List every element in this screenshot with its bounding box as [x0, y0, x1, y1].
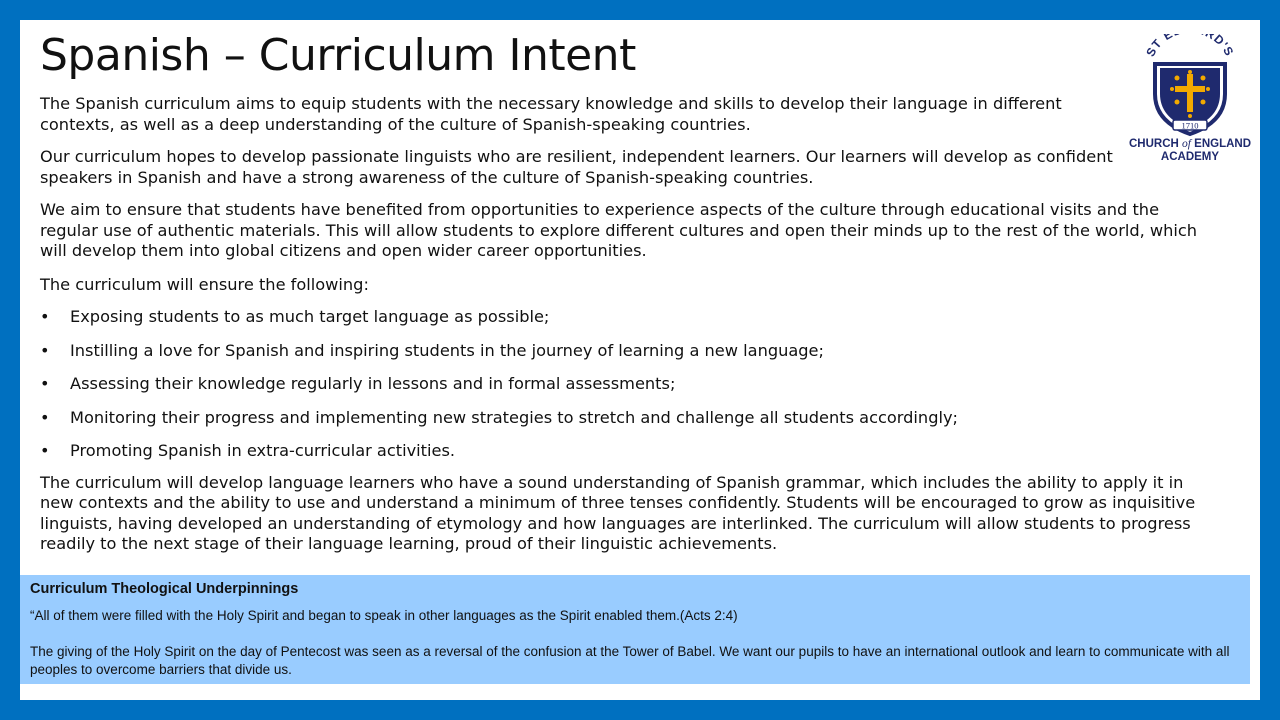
svg-text:ST EDWARD'S	[1143, 34, 1237, 59]
list-item-text: Instilling a love for Spanish and inspiring students in the journey of learning a new language;	[70, 340, 824, 360]
intro-paragraph: The Spanish curriculum aims to equip students with the necessary knowledge and skills to develop their language in different contexts, as well as a deep understanding of the culture of Spanish-speaking countries.	[40, 94, 1062, 134]
list-item-text: Exposing students to as much target language as possible;	[70, 307, 550, 326]
bullet-icon: •	[40, 407, 50, 427]
bullet-icon: •	[40, 307, 50, 326]
list-item	[40, 307, 1210, 341]
school-name-part: ENGLAND	[1190, 138, 1252, 150]
bullet-list	[40, 307, 1210, 475]
slide	[20, 20, 1260, 700]
bullet-icon: •	[40, 374, 50, 393]
linguists-paragraph: Our curriculum hopes to develop passionate linguists who are resilient, independent learners. Our learners will develop as confident speakers in Spanish and have a strong awareness of the culture of Spanish-speaking countries.	[40, 147, 1113, 187]
theology-text: The giving of the Holy Spirit on the day of Pentecost was seen as a reversal of the confusion at the Tower of Babel. We want our pupils to have an international outlook and learn to communicate with all peoples to overcome barriers that divide us.	[30, 644, 1230, 677]
list-item	[40, 341, 1210, 375]
list-item-text: Assessing their knowledge regularly in lessons and in formal assessments;	[70, 374, 676, 393]
page-title: Spanish – Curriculum Intent	[40, 30, 636, 81]
bullet-icon: •	[40, 340, 50, 360]
ensure-paragraph: The curriculum will ensure the following:	[40, 274, 369, 294]
list-item	[40, 441, 1210, 475]
theology-quote: “All of them were filled with the Holy Spirit and began to speak in other languages as the Spirit enabled them.(Acts 2:4)	[30, 608, 738, 623]
list-item-text: Promoting Spanish in extra-curricular activities.	[70, 441, 456, 460]
logo-arc-text: ST E RD'S	[1143, 34, 1237, 59]
school-name-part: CHURCH	[1128, 138, 1182, 150]
bullet-icon: •	[40, 441, 50, 460]
list-item-text: Monitoring their progress and implementing new strategies to stretch and challenge all students accordingly;	[70, 407, 958, 427]
list-item	[40, 374, 1210, 408]
school-name-of: of	[1182, 138, 1191, 150]
grammar-paragraph: The curriculum will develop language learners who have a sound understanding of Spanish grammar, which includes the ability to apply it in new contexts and the ability to use and understand a minimum of three tenses confidently. Students will be encouraged to grow as inquisitive linguists, having developed an understanding of etymology and how languages are interlinked. The curriculum will allow students to progress readily to the next stage of their language learning, proud of their linguistic achievements.	[40, 472, 1196, 553]
school-name-academy: ACADEMY	[1160, 150, 1220, 163]
theology-title: Curriculum Theological Underpinnings	[30, 581, 299, 597]
culture-paragraph: We aim to ensure that students have benefited from opportunities to experience aspects of the culture through educational visits and the regular use of authentic materials. This will allow students to explore different cultures and open their minds up to the rest of the world, which will develop them into global citizens and open wider career opportunities.	[40, 200, 1198, 260]
curriculum-body	[40, 94, 1210, 555]
list-item	[40, 408, 1210, 442]
theology-panel	[20, 575, 1250, 684]
logo-year: 1710	[1181, 120, 1199, 131]
